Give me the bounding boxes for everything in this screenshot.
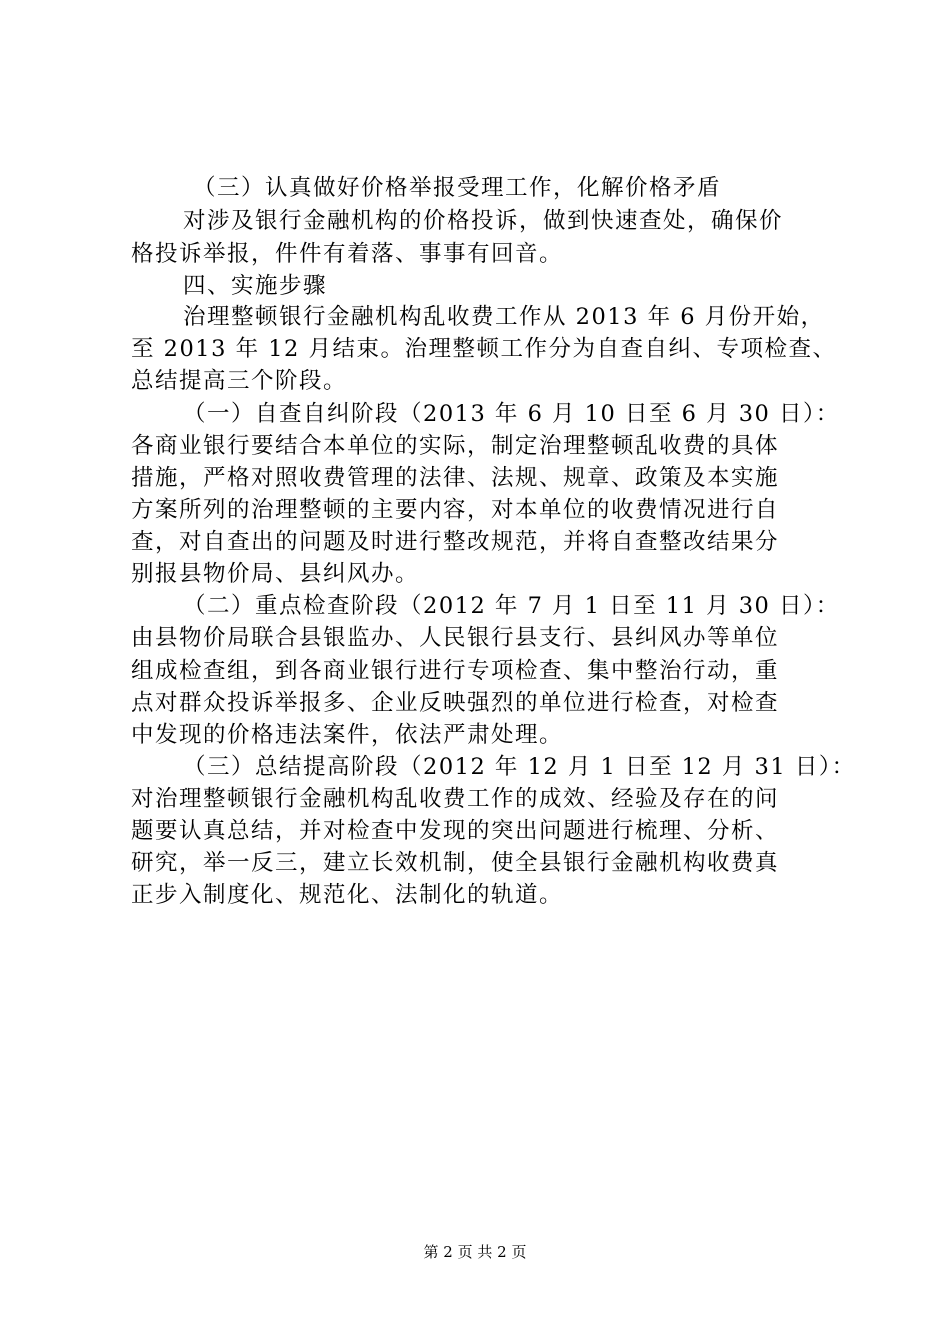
stage-heading-1: （一）自查自纠阶段（2013 年 6 月 10 日至 6 月 30 日）： — [183, 401, 840, 427]
paragraph-line: 治理整顿银行金融机构乱收费工作从 2013 年 6 月份开始， — [183, 304, 825, 330]
paragraph-line: 对涉及银行金融机构的价格投诉，做到快速查处，确保价 — [183, 208, 784, 234]
paragraph-line: 总结提高三个阶段。 — [131, 368, 348, 394]
stage-heading-3: （三）总结提高阶段（2012 年 12 月 1 日至 12 月 31 日）： — [183, 754, 856, 780]
paragraph-line: 措施，严格对照收费管理的法律、法规、规章、政策及本实施 — [131, 465, 780, 491]
paragraph-line: 格投诉举报，件件有着落、事事有回音。 — [131, 241, 564, 267]
paragraph-line: 组成检查组，到各商业银行进行专项检查、集中整治行动，重 — [131, 658, 780, 684]
paragraph-line: 别报县物价局、县纠风办。 — [131, 561, 420, 587]
paragraph-line: 各商业银行要结合本单位的实际，制定治理整顿乱收费的具体 — [131, 433, 780, 459]
paragraph-line: 对治理整顿银行金融机构乱收费工作的成效、经验及存在的问 — [131, 786, 780, 812]
stage-heading-2: （二）重点检查阶段（2012 年 7 月 1 日至 11 月 30 日）： — [183, 593, 840, 619]
paragraph-line: 题要认真总结，并对检查中发现的突出问题进行梳理、分析、 — [131, 818, 780, 844]
paragraph-line: 正步入制度化、规范化、法制化的轨道。 — [131, 882, 564, 908]
paragraph-line: 中发现的价格违法案件，依法严肃处理。 — [131, 722, 564, 748]
section-heading-4: 四、实施步骤 — [183, 273, 328, 299]
paragraph-line: 至 2013 年 12 月结束。治理整顿工作分为自查自纠、专项检查、 — [131, 336, 837, 362]
paragraph-line: 点对群众投诉举报多、企业反映强烈的单位进行检查，对检查 — [131, 690, 780, 716]
paragraph-line: 查，对自查出的问题及时进行整改规范，并将自查整改结果分 — [131, 529, 780, 555]
paragraph-line: 方案所列的治理整顿的主要内容，对本单位的收费情况进行自 — [131, 497, 780, 523]
section-heading-3: （三）认真做好价格举报受理工作，化解价格矛盾 — [193, 175, 722, 201]
paragraph-line: 研究，举一反三，建立长效机制，使全县银行金融机构收费真 — [131, 850, 780, 876]
paragraph-line: 由县物价局联合县银监办、人民银行县支行、县纠风办等单位 — [131, 625, 780, 651]
page-number-footer: 第 2 页 共 2 页 — [423, 1243, 527, 1261]
